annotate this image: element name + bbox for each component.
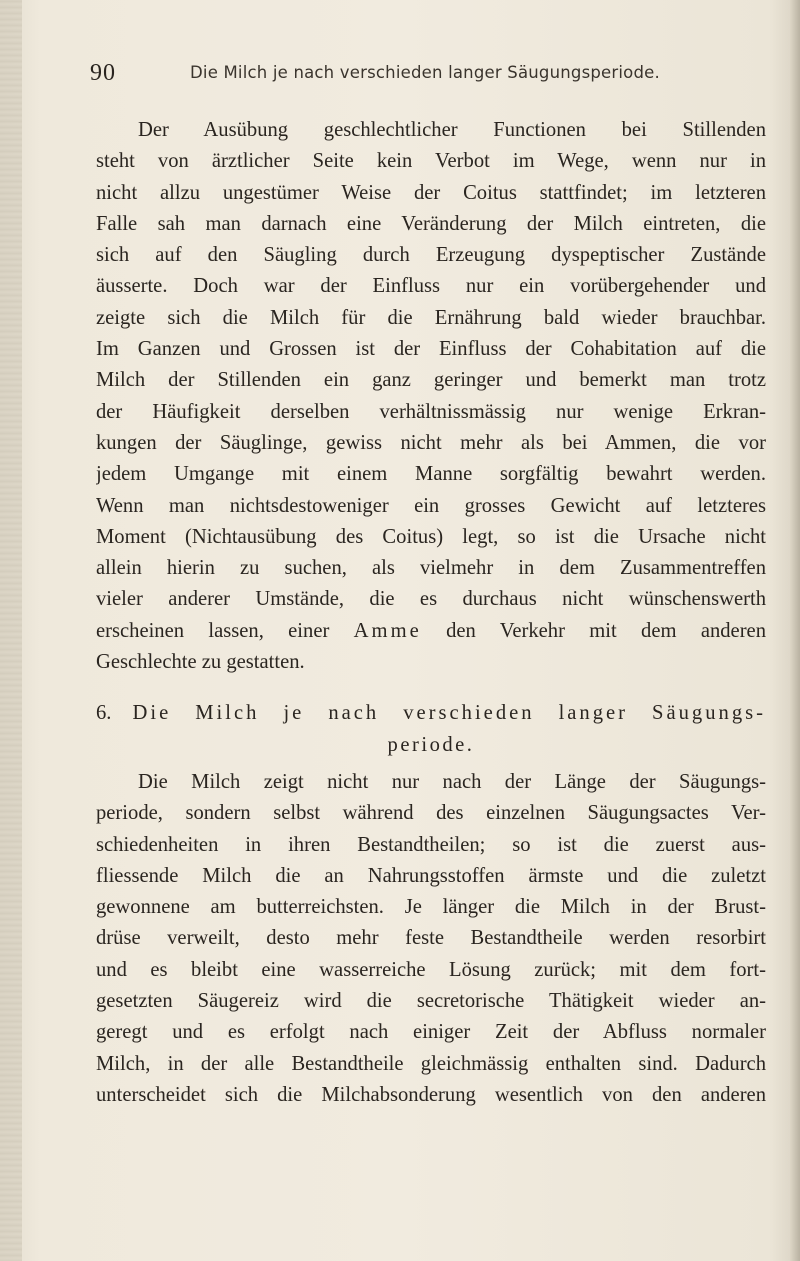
text-line: steht von ärztlicher Seite kein Verbot im Wege, wenn nur in [96, 150, 766, 173]
text-line: Die Milch zeigt nicht nur nach der Länge der Säugungs- [138, 770, 766, 793]
text-line: äusserte. Doch war der Einfluss nur ein vorübergehender und [96, 275, 766, 298]
text-line: sich auf den Säugling durch Erzeugung dyspeptischer Zustände [96, 244, 766, 267]
text-line: und es bleibt eine wasserreiche Lösung zurück; mit dem fort- [96, 958, 766, 981]
text-line: Falle sah man darnach eine Veränderung der Milch eintreten, die [96, 212, 766, 235]
paragraph-2 [96, 767, 766, 1111]
text-line: periode, sondern selbst während des einzelnen Säugungsactes Ver- [96, 802, 766, 825]
text-segment: erscheinen lassen, einer [96, 619, 330, 642]
text-line: vieler anderer Umstände, die es durchaus nicht wünschenswerth [96, 588, 766, 611]
text-line: jedem Umgange mit einem Manne sorgfältig bewahrt werden. [96, 463, 766, 486]
text-line: gewonnene am butterreichsten. Je länger die Milch in der Brust- [96, 896, 766, 919]
section-heading-line-2: periode. [387, 733, 475, 756]
text-line: Wenn man nichtsdestoweniger ein grosses Gewicht auf letzteres [96, 494, 766, 517]
running-header [90, 60, 770, 90]
page-number: 90 [90, 60, 116, 86]
text-line: kungen der Säuglinge, gewiss nicht mehr als bei Ammen, die vor [96, 431, 766, 454]
text-line: Milch, in der alle Bestandtheile gleichmässig enthalten sind. Dadurch [96, 1052, 766, 1075]
text-line: gesetzten Säugereiz wird die secretorische Thätigkeit wieder an- [96, 990, 766, 1013]
text-line: unterscheidet sich die Milchabsonderung wesentlich von den anderen [96, 1083, 766, 1106]
text-line: fliessende Milch die an Nahrungsstoffen ärmste und die zuletzt [96, 864, 766, 887]
section-heading [96, 698, 766, 761]
text-line: allein hierin zu suchen, als vielmehr in dem Zusammentreffen [96, 557, 766, 580]
text-line: Der Ausübung geschlechtlicher Functionen bei Stillenden [138, 119, 766, 141]
text-line: Im Ganzen und Grossen ist der Einfluss der Cohabitation auf die [96, 338, 766, 361]
body-text [96, 115, 766, 1111]
text-line: der Häufigkeit derselben verhältnissmässig nur wenige Erkran- [96, 400, 766, 423]
text-line: drüse verweilt, desto mehr feste Bestandtheile werden resorbirt [96, 927, 766, 950]
book-binding [0, 0, 22, 1261]
section-heading-line-1 [96, 698, 766, 729]
text-line: Milch der Stillenden ein ganz geringer und bemerkt man trotz [96, 369, 766, 392]
text-line: geregt und es erfolgt nach einiger Zeit der Abfluss normaler [96, 1021, 766, 1044]
page-edge [790, 0, 800, 1261]
text-line-with-spaced-word [96, 616, 766, 647]
section-number: 6. [96, 702, 112, 725]
text-line: nicht allzu ungestümer Weise der Coitus stattfindet; im letzteren [96, 181, 766, 204]
paragraph-1 [96, 115, 766, 678]
text-line: Geschlechte zu gestatten. [96, 651, 305, 674]
text-line: schiedenheiten in ihren Bestandtheilen; so ist die zuerst aus- [96, 833, 766, 856]
text-line: Moment (Nichtausübung des Coitus) legt, so ist die Ursache nicht [96, 525, 766, 548]
text-segment: den Verkehr mit dem anderen [446, 619, 766, 642]
running-title: Die Milch je nach verschieden langer Säugungsperiode. [190, 63, 660, 82]
spaced-word: Amme [353, 619, 422, 642]
section-title: Die Milch je nach verschieden langer Säugungs- [132, 702, 766, 725]
text-line: zeigte sich die Milch für die Ernährung bald wieder brauchbar. [96, 306, 766, 329]
